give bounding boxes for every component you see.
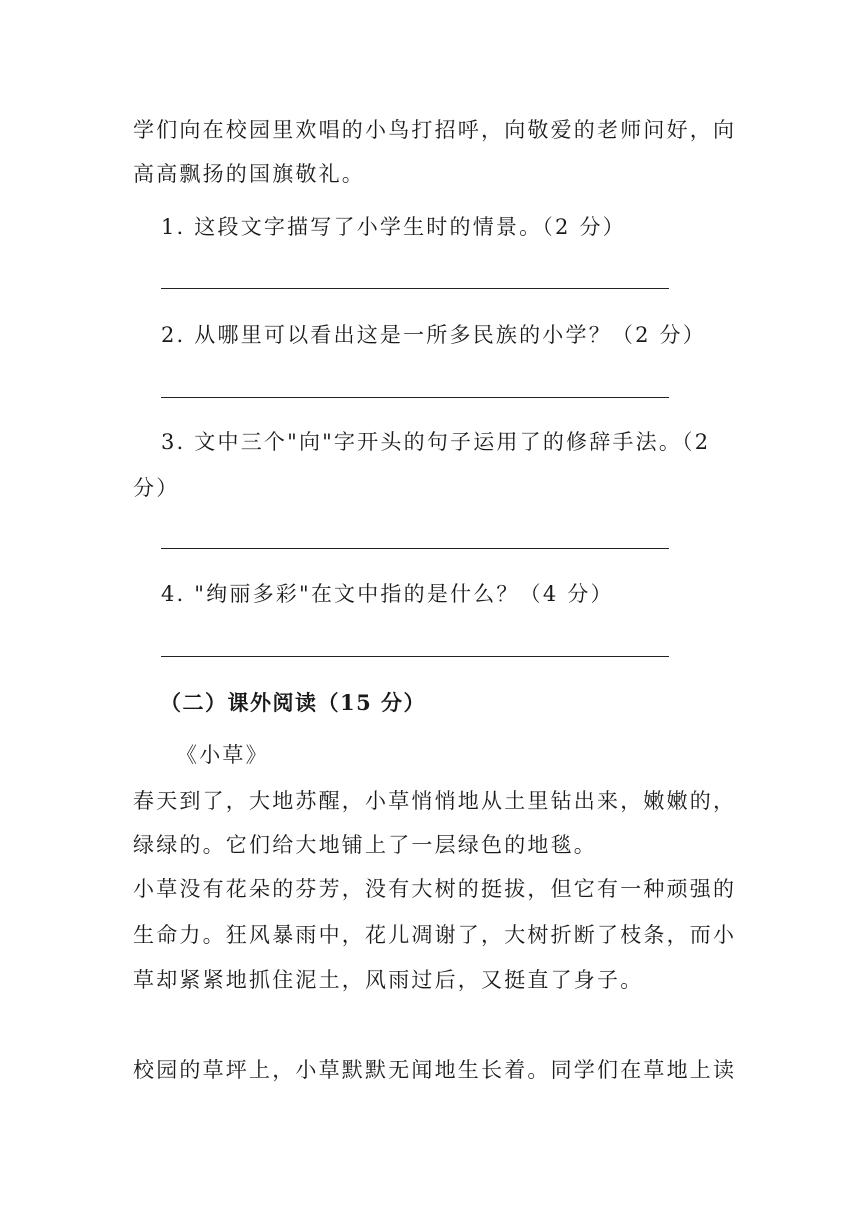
intro-text-line-1: 学们向在校园里欢唱的小鸟打招呼，向敬爱的老师问好，向 (133, 118, 737, 142)
question-3-line-1: 3. 文中三个"向"字开头的句子运用了的修辞手法。（2 (161, 430, 711, 454)
passage-line-3: 小草没有花朵的芬芳，没有大树的挺拔，但它有一种顽强的 (133, 877, 737, 901)
passage-title: 《小草》 (176, 743, 269, 767)
answer-line-1[interactable] (161, 288, 669, 289)
answer-line-2[interactable] (161, 397, 669, 398)
passage-line-6: 校园的草坪上，小草默默无闻地生长着。同学们在草地上读 (133, 1058, 737, 1082)
passage-line-5: 草却紧紧地抓住泥土，风雨过后，又挺直了身子。 (133, 968, 644, 992)
answer-line-4[interactable] (161, 656, 669, 657)
question-2: 2. 从哪里可以看出这是一所多民族的小学？（2 分） (161, 323, 706, 347)
passage-line-1: 春天到了，大地苏醒，小草悄悄地从土里钻出来，嫩嫩的， (133, 789, 737, 813)
passage-line-4: 生命力。狂风暴雨中，花儿凋谢了，大树折断了枝条，而小 (133, 923, 737, 947)
question-3-line-2: 分） (133, 476, 180, 500)
intro-text-line-2: 高高飘扬的国旗敬礼。 (133, 162, 365, 186)
passage-line-2: 绿绿的。它们给大地铺上了一层绿色的地毯。 (133, 833, 597, 857)
answer-line-3[interactable] (161, 548, 669, 549)
section-heading: （二）课外阅读（15 分） (160, 690, 427, 715)
question-4: 4. "绚丽多彩"在文中指的是什么？（4 分） (161, 582, 614, 606)
question-1: 1. 这段文字描写了小学生时的情景。（2 分） (161, 215, 626, 239)
